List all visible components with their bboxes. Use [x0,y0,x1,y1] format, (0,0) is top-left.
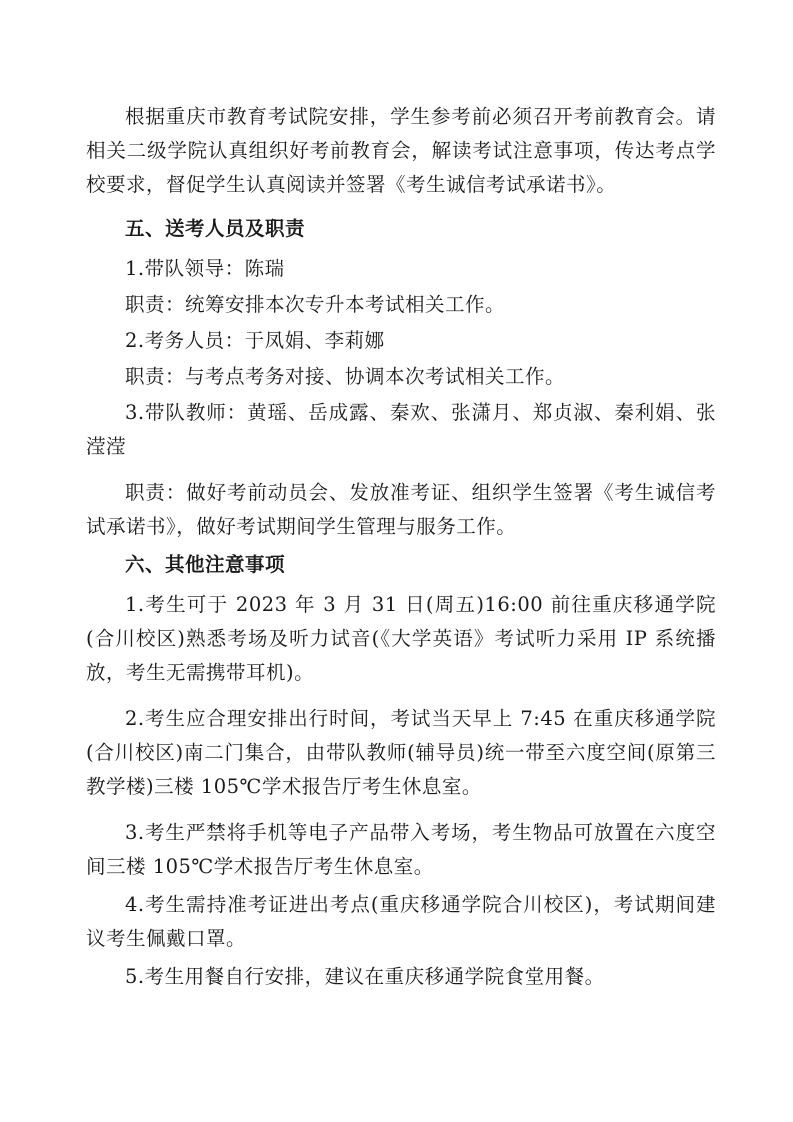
notice-item-5: 5.考生用餐自行安排，建议在重庆移通学院食堂用餐。 [125,965,605,988]
team-leader-duty: 职责：统筹安排本次专升本考试相关工作。 [125,293,506,316]
exam-staff-duty: 职责：与考点考务对接、协调本次考试相关工作。 [125,365,566,388]
accompanying-teachers-duty: 职责：做好考前动员会、发放准考证、组织学生签署《考生诚信考试承诺书》，做好考试期间学生管理与服务工作。 [86,481,716,538]
accompanying-teachers-line: 3.带队教师：黄瑶、岳成露、秦欢、张潇月、郑贞淑、秦利娟、张滢滢 [86,401,716,458]
exam-staff-line: 2.考务人员：于凤娟、李莉娜 [125,329,385,352]
section-6-heading: 六、其他注意事项 [125,553,286,576]
notice-item-4: 4.考生需持准考证进出考点(重庆移通学院合川校区)，考试期间建议考生佩戴口罩。 [86,893,716,950]
notice-item-1: 1.考生可于 2023 年 3 月 31 日(周五)16:00 前往重庆移通学院(合川校区)熟悉考场及听力试音(《大学英语》考试听力采用 IP 系统播放，考生无需携带耳机)。 [86,593,716,684]
section-5-heading: 五、送考人员及职责 [125,217,306,240]
notice-item-3: 3.考生严禁将手机等电子产品带入考场，考生物品可放置在六度空间三楼 105℃学术报告厅考生休息室。 [86,821,716,878]
notice-item-2: 2.考生应合理安排出行时间，考试当天早上 7:45 在重庆移通学院(合川校区)南二门集合，由带队教师(辅导员)统一带至六度空间(原第三教学楼)三楼 105℃学术报告厅考生休息室。 [86,707,716,798]
team-leader-line: 1.带队领导：陈瑞 [125,257,285,280]
intro-paragraph: 根据重庆市教育考试院安排，学生参考前必须召开考前教育会。请相关二级学院认真组织好考前教育会，解读考试注意事项，传达考点学校要求，督促学生认真阅读并签署《考生诚信考试承诺书》。 [86,105,716,196]
